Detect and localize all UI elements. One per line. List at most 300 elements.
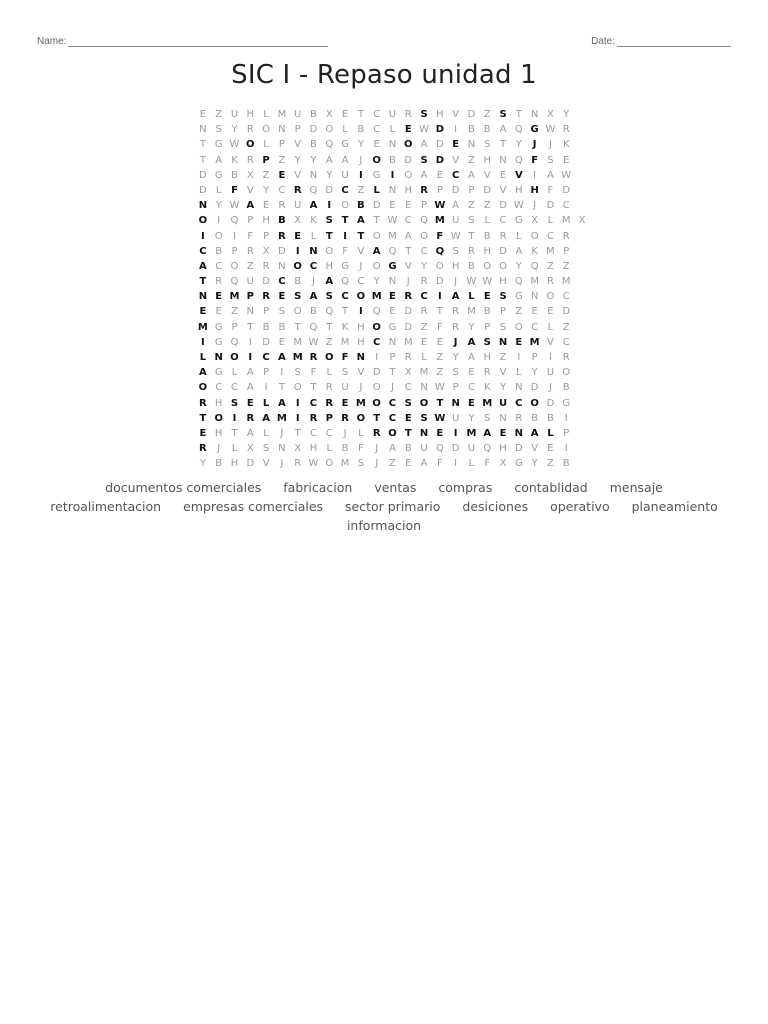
grid-letter: N: [499, 154, 507, 166]
grid-letter: A: [452, 200, 460, 212]
grid-letter: D: [404, 154, 413, 166]
grid-row: [195, 396, 575, 411]
grid-letter: K: [562, 139, 570, 151]
grid-letter: R: [499, 230, 507, 242]
grid-letter: D: [372, 200, 381, 212]
grid-letter: Y: [357, 139, 364, 151]
grid-letter: X: [499, 458, 507, 470]
grid-letter: O: [404, 169, 413, 181]
grid-letter: L: [231, 443, 238, 455]
grid-letter: B: [483, 230, 491, 242]
grid-letter: N: [309, 169, 318, 181]
grid-row: [195, 153, 575, 168]
grid-letter: H: [483, 245, 491, 257]
grid-letter: P: [468, 184, 475, 196]
grid-letter: I: [233, 230, 236, 242]
grid-letter: M: [340, 336, 350, 348]
grid-letter: U: [420, 443, 428, 455]
grid-letter: R: [404, 291, 413, 303]
grid-letter: I: [453, 427, 458, 439]
grid-letter: E: [246, 397, 254, 409]
grid-letter: Z: [436, 352, 444, 363]
grid-letter: A: [404, 230, 412, 242]
grid-letter: V: [404, 260, 412, 272]
grid-letter: Y: [215, 200, 222, 212]
grid-letter: L: [516, 367, 522, 379]
grid-letter: P: [484, 321, 491, 333]
grid-letter: R: [246, 245, 254, 257]
grid-letter: C: [309, 260, 318, 272]
grid-letter: R: [562, 352, 570, 363]
grid-letter: K: [310, 215, 317, 227]
grid-letter: Z: [468, 200, 475, 212]
grid-letter: Q: [325, 139, 334, 151]
grid-letter: R: [420, 184, 428, 196]
grid-letter: G: [514, 458, 523, 470]
grid-letter: O: [214, 230, 223, 242]
grid-row: [195, 304, 575, 319]
grid-letter: A: [246, 367, 254, 379]
grid-letter: A: [468, 169, 475, 181]
grid-letter: B: [404, 443, 412, 455]
grid-letter: A: [356, 215, 365, 227]
grid-letter: A: [325, 276, 334, 288]
grid-letter: B: [483, 124, 491, 136]
grid-letter: O: [198, 215, 208, 227]
grid-letter: N: [388, 139, 397, 151]
grid-letter: O: [435, 260, 444, 272]
grid-letter: T: [357, 230, 365, 242]
grid-letter: T: [436, 306, 443, 318]
grid-letter: D: [262, 276, 270, 288]
grid-letter: N: [198, 291, 208, 303]
grid-letter: R: [293, 184, 302, 196]
grid-letter: I: [375, 352, 379, 363]
grid-letter: B: [562, 382, 570, 394]
grid-letter: B: [531, 412, 539, 424]
grid-row: [195, 137, 575, 152]
grid-letter: P: [389, 352, 396, 363]
grid-letter: T: [294, 427, 301, 439]
grid-letter: Q: [420, 215, 428, 227]
grid-letter: C: [388, 412, 397, 424]
grid-letter: S: [499, 321, 507, 333]
grid-letter: M: [371, 291, 382, 303]
grid-letter: E: [452, 139, 460, 151]
grid-row: [195, 350, 575, 365]
grid-letter: T: [373, 215, 380, 227]
grid-letter: D: [435, 124, 444, 136]
grid-letter: I: [217, 215, 221, 227]
grid-letter: T: [294, 321, 301, 333]
grid-letter: P: [247, 215, 254, 227]
grid-letter: H: [214, 397, 223, 409]
grid-letter: Q: [530, 260, 539, 272]
grid-row: [195, 320, 575, 335]
grid-row: [195, 183, 575, 198]
grid-letter: O: [372, 260, 381, 272]
grid-letter: Z: [547, 458, 554, 470]
grid-letter: M: [229, 291, 240, 303]
grid-letter: M: [340, 458, 350, 470]
grid-letter: C: [341, 184, 349, 196]
grid-letter: L: [484, 215, 491, 227]
grid-letter: Z: [231, 306, 238, 318]
grid-letter: E: [404, 124, 412, 136]
word-list-item: retroalimentacion: [50, 499, 162, 514]
grid-letter: S: [420, 154, 428, 166]
grid-row: [195, 244, 575, 259]
grid-letter: Z: [483, 109, 491, 120]
grid-letter: Z: [278, 154, 286, 166]
grid-letter: R: [246, 412, 255, 424]
grid-letter: N: [514, 427, 524, 439]
grid-letter: T: [404, 427, 412, 439]
grid-letter: L: [199, 352, 207, 363]
grid-letter: O: [530, 230, 539, 242]
grid-letter: A: [278, 397, 286, 409]
grid-letter: Y: [468, 321, 475, 333]
grid-row: [195, 335, 575, 350]
grid-letter: T: [199, 412, 207, 424]
grid-letter: S: [468, 215, 475, 227]
word-list-item: desiciones: [462, 499, 529, 514]
grid-letter: P: [262, 154, 270, 166]
grid-letter: A: [325, 154, 333, 166]
grid-letter: I: [295, 245, 300, 257]
grid-letter: D: [530, 382, 539, 394]
grid-letter: R: [372, 427, 381, 439]
grid-letter: C: [562, 291, 570, 303]
grid-letter: R: [467, 245, 475, 257]
grid-letter: K: [483, 382, 491, 394]
grid-letter: C: [451, 169, 460, 181]
grid-letter: U: [546, 367, 555, 379]
grid-letter: B: [546, 412, 554, 424]
grid-letter: Y: [373, 276, 380, 288]
grid-letter: F: [357, 443, 364, 455]
grid-letter: E: [468, 367, 475, 379]
grid-letter: Y: [231, 124, 238, 136]
grid-letter: B: [483, 306, 491, 318]
grid-letter: E: [341, 109, 349, 120]
grid-letter: Z: [325, 336, 333, 348]
grid-letter: O: [293, 306, 302, 318]
grid-letter: J: [406, 276, 410, 288]
grid-letter: T: [468, 230, 475, 242]
grid-letter: L: [326, 367, 333, 379]
grid-letter: E: [499, 427, 507, 439]
grid-letter: J: [548, 382, 552, 394]
grid-letter: S: [499, 291, 507, 303]
grid-letter: E: [341, 397, 349, 409]
grid-letter: X: [325, 109, 333, 120]
grid-letter: C: [420, 291, 428, 303]
grid-letter: L: [547, 427, 554, 439]
grid-letter: L: [468, 458, 475, 470]
grid-letter: D: [404, 321, 413, 333]
grid-letter: E: [468, 397, 475, 409]
grid-letter: D: [199, 169, 207, 181]
grid-letter: Q: [325, 306, 334, 318]
grid-letter: R: [562, 124, 570, 136]
grid-letter: P: [325, 412, 333, 424]
grid-letter: L: [547, 321, 554, 333]
grid-letter: A: [246, 427, 254, 439]
grid-letter: E: [436, 169, 444, 181]
grid-letter: T: [499, 139, 507, 151]
grid-letter: S: [499, 109, 507, 120]
grid-letter: X: [246, 169, 254, 181]
grid-letter: R: [325, 382, 333, 394]
grid-letter: O: [483, 260, 492, 272]
date-field[interactable]: [591, 36, 731, 47]
grid-letter: W: [545, 124, 556, 136]
grid-row: [195, 107, 575, 122]
grid-letter: H: [357, 336, 365, 348]
grid-letter: R: [262, 260, 270, 272]
name-field[interactable]: [37, 36, 328, 47]
grid-letter: B: [562, 458, 570, 470]
grid-letter: C: [215, 382, 223, 394]
grid-letter: J: [375, 458, 379, 470]
word-list: [30, 478, 738, 535]
grid-letter: T: [310, 382, 317, 394]
grid-letter: E: [278, 291, 286, 303]
grid-letter: Q: [372, 306, 381, 318]
word-list-item: fabricacion: [283, 480, 353, 495]
grid-letter: S: [357, 458, 365, 470]
grid-letter: C: [357, 276, 365, 288]
grid-letter: C: [404, 215, 412, 227]
grid-letter: V: [452, 109, 460, 120]
grid-letter: N: [515, 382, 523, 394]
grid-letter: W: [434, 200, 446, 212]
grid-letter: L: [263, 427, 269, 439]
grid-letter: M: [197, 321, 208, 333]
grid-letter: B: [294, 276, 302, 288]
grid-row: [195, 259, 575, 274]
grid-letter: H: [309, 443, 318, 455]
grid-letter: N: [388, 184, 397, 196]
grid-letter: G: [514, 215, 523, 227]
grid-letter: M: [355, 397, 366, 409]
grid-letter: A: [467, 336, 476, 348]
grid-letter: H: [246, 109, 255, 120]
grid-letter: F: [231, 184, 238, 196]
grid-letter: S: [547, 154, 554, 166]
grid-letter: S: [452, 245, 459, 257]
grid-letter: W: [434, 382, 445, 394]
grid-letter: U: [246, 276, 254, 288]
grid-row: [195, 274, 575, 289]
grid-letter: U: [341, 382, 349, 394]
grid-letter: S: [215, 124, 222, 136]
grid-letter: T: [341, 215, 349, 227]
grid-letter: Y: [294, 154, 301, 166]
grid-letter: Z: [246, 260, 254, 272]
grid-letter: Q: [435, 443, 444, 455]
grid-letter: F: [341, 352, 349, 363]
grid-letter: I: [201, 336, 205, 348]
grid-letter: E: [563, 154, 570, 166]
grid-letter: X: [262, 245, 270, 257]
grid-letter: P: [231, 321, 238, 333]
grid-letter: E: [547, 306, 554, 318]
grid-letter: Y: [452, 352, 459, 363]
grid-letter: C: [373, 124, 381, 136]
grid-letter: B: [341, 443, 349, 455]
grid-row: [195, 426, 575, 441]
grid-letter: C: [262, 352, 270, 363]
grid-letter: A: [215, 154, 223, 166]
grid-letter: H: [483, 352, 491, 363]
grid-letter: C: [341, 291, 349, 303]
grid-letter: A: [547, 169, 554, 181]
grid-letter: U: [341, 169, 349, 181]
grid-letter: K: [341, 321, 349, 333]
grid-letter: P: [436, 184, 443, 196]
grid-letter: M: [466, 427, 477, 439]
grid-letter: P: [263, 306, 270, 318]
grid-letter: O: [499, 260, 507, 272]
grid-letter: R: [262, 291, 270, 303]
grid-letter: C: [420, 245, 428, 257]
grid-letter: C: [467, 382, 475, 394]
grid-letter: N: [356, 352, 366, 363]
grid-letter: O: [372, 230, 381, 242]
grid-letter: O: [372, 154, 381, 166]
grid-letter: H: [499, 276, 507, 288]
grid-letter: N: [498, 336, 508, 348]
grid-letter: H: [515, 184, 523, 196]
grid-letter: S: [341, 367, 349, 379]
grid-letter: X: [294, 443, 302, 455]
grid-letter: H: [436, 109, 444, 120]
grid-letter: X: [294, 215, 302, 227]
grid-letter: O: [325, 458, 334, 470]
grid-letter: R: [452, 306, 460, 318]
grid-letter: C: [388, 397, 397, 409]
grid-letter: R: [246, 124, 254, 136]
grid-letter: V: [483, 169, 491, 181]
grid-letter: Q: [483, 443, 492, 455]
grid-letter: C: [309, 397, 318, 409]
grid-letter: L: [231, 367, 238, 379]
grid-letter: I: [264, 382, 268, 394]
grid-letter: T: [199, 276, 207, 288]
grid-letter: Z: [468, 154, 475, 166]
grid-letter: I: [327, 200, 332, 212]
grid-letter: J: [359, 382, 363, 394]
grid-letter: P: [294, 124, 301, 136]
grid-letter: D: [199, 184, 207, 196]
grid-letter: R: [341, 412, 349, 424]
name-label: Name:: [37, 36, 67, 47]
grid-letter: J: [375, 443, 379, 455]
grid-letter: J: [532, 139, 537, 151]
header-row: [37, 36, 731, 50]
grid-letter: Z: [215, 109, 223, 120]
grid-letter: G: [562, 397, 571, 409]
grid-letter: A: [262, 412, 270, 424]
grid-letter: N: [198, 200, 208, 212]
grid-letter: J: [359, 260, 363, 272]
grid-row: [195, 122, 575, 137]
grid-letter: Y: [531, 458, 538, 470]
grid-letter: R: [309, 412, 318, 424]
grid-letter: D: [499, 200, 507, 212]
grid-letter: V: [357, 367, 365, 379]
grid-letter: Q: [514, 154, 523, 166]
grid-letter: I: [533, 169, 537, 181]
grid-letter: E: [436, 427, 444, 439]
grid-letter: R: [404, 352, 412, 363]
date-blank-line[interactable]: [617, 36, 731, 47]
grid-letter: Z: [499, 352, 507, 363]
grid-letter: Z: [357, 184, 365, 196]
grid-letter: W: [513, 200, 524, 212]
grid-letter: S: [294, 291, 302, 303]
grid-letter: E: [436, 336, 444, 348]
grid-letter: Y: [263, 184, 270, 196]
grid-letter: F: [436, 321, 443, 333]
grid-letter: M: [403, 336, 413, 348]
grid-letter: X: [404, 367, 412, 379]
grid-letter: P: [231, 245, 238, 257]
grid-letter: A: [309, 291, 318, 303]
grid-letter: R: [294, 458, 302, 470]
grid-letter: O: [325, 124, 334, 136]
grid-letter: M: [530, 276, 539, 288]
grid-letter: S: [262, 443, 270, 455]
grid-letter: D: [436, 139, 444, 151]
grid-letter: A: [420, 139, 428, 151]
grid-letter: N: [199, 124, 207, 136]
grid-letter: B: [310, 306, 317, 318]
grid-row: [195, 213, 586, 228]
grid-letter: G: [214, 169, 223, 181]
grid-letter: E: [389, 200, 396, 212]
grid-letter: M: [434, 215, 445, 227]
grid-letter: A: [420, 169, 428, 181]
grid-letter: A: [420, 458, 428, 470]
grid-letter: W: [308, 458, 319, 470]
grid-letter: C: [562, 336, 570, 348]
grid-letter: I: [454, 458, 458, 470]
grid-letter: I: [248, 352, 253, 363]
grid-letter: H: [357, 321, 365, 333]
grid-letter: F: [547, 184, 554, 196]
grid-letter: E: [483, 291, 491, 303]
grid-letter: M: [561, 215, 571, 227]
grid-letter: C: [278, 276, 286, 288]
grid-letter: H: [230, 458, 239, 470]
grid-letter: V: [499, 367, 507, 379]
grid-letter: F: [531, 154, 539, 166]
grid-letter: N: [530, 291, 539, 303]
grid-letter: W: [466, 276, 477, 288]
name-blank-line[interactable]: [68, 36, 328, 47]
grid-letter: I: [295, 397, 300, 409]
grid-letter: L: [310, 230, 317, 242]
grid-letter: D: [514, 443, 523, 455]
grid-letter: O: [420, 230, 428, 242]
grid-letter: N: [451, 397, 460, 409]
grid-letter: C: [372, 336, 381, 348]
grid-letter: N: [499, 412, 507, 424]
grid-letter: C: [531, 321, 539, 333]
